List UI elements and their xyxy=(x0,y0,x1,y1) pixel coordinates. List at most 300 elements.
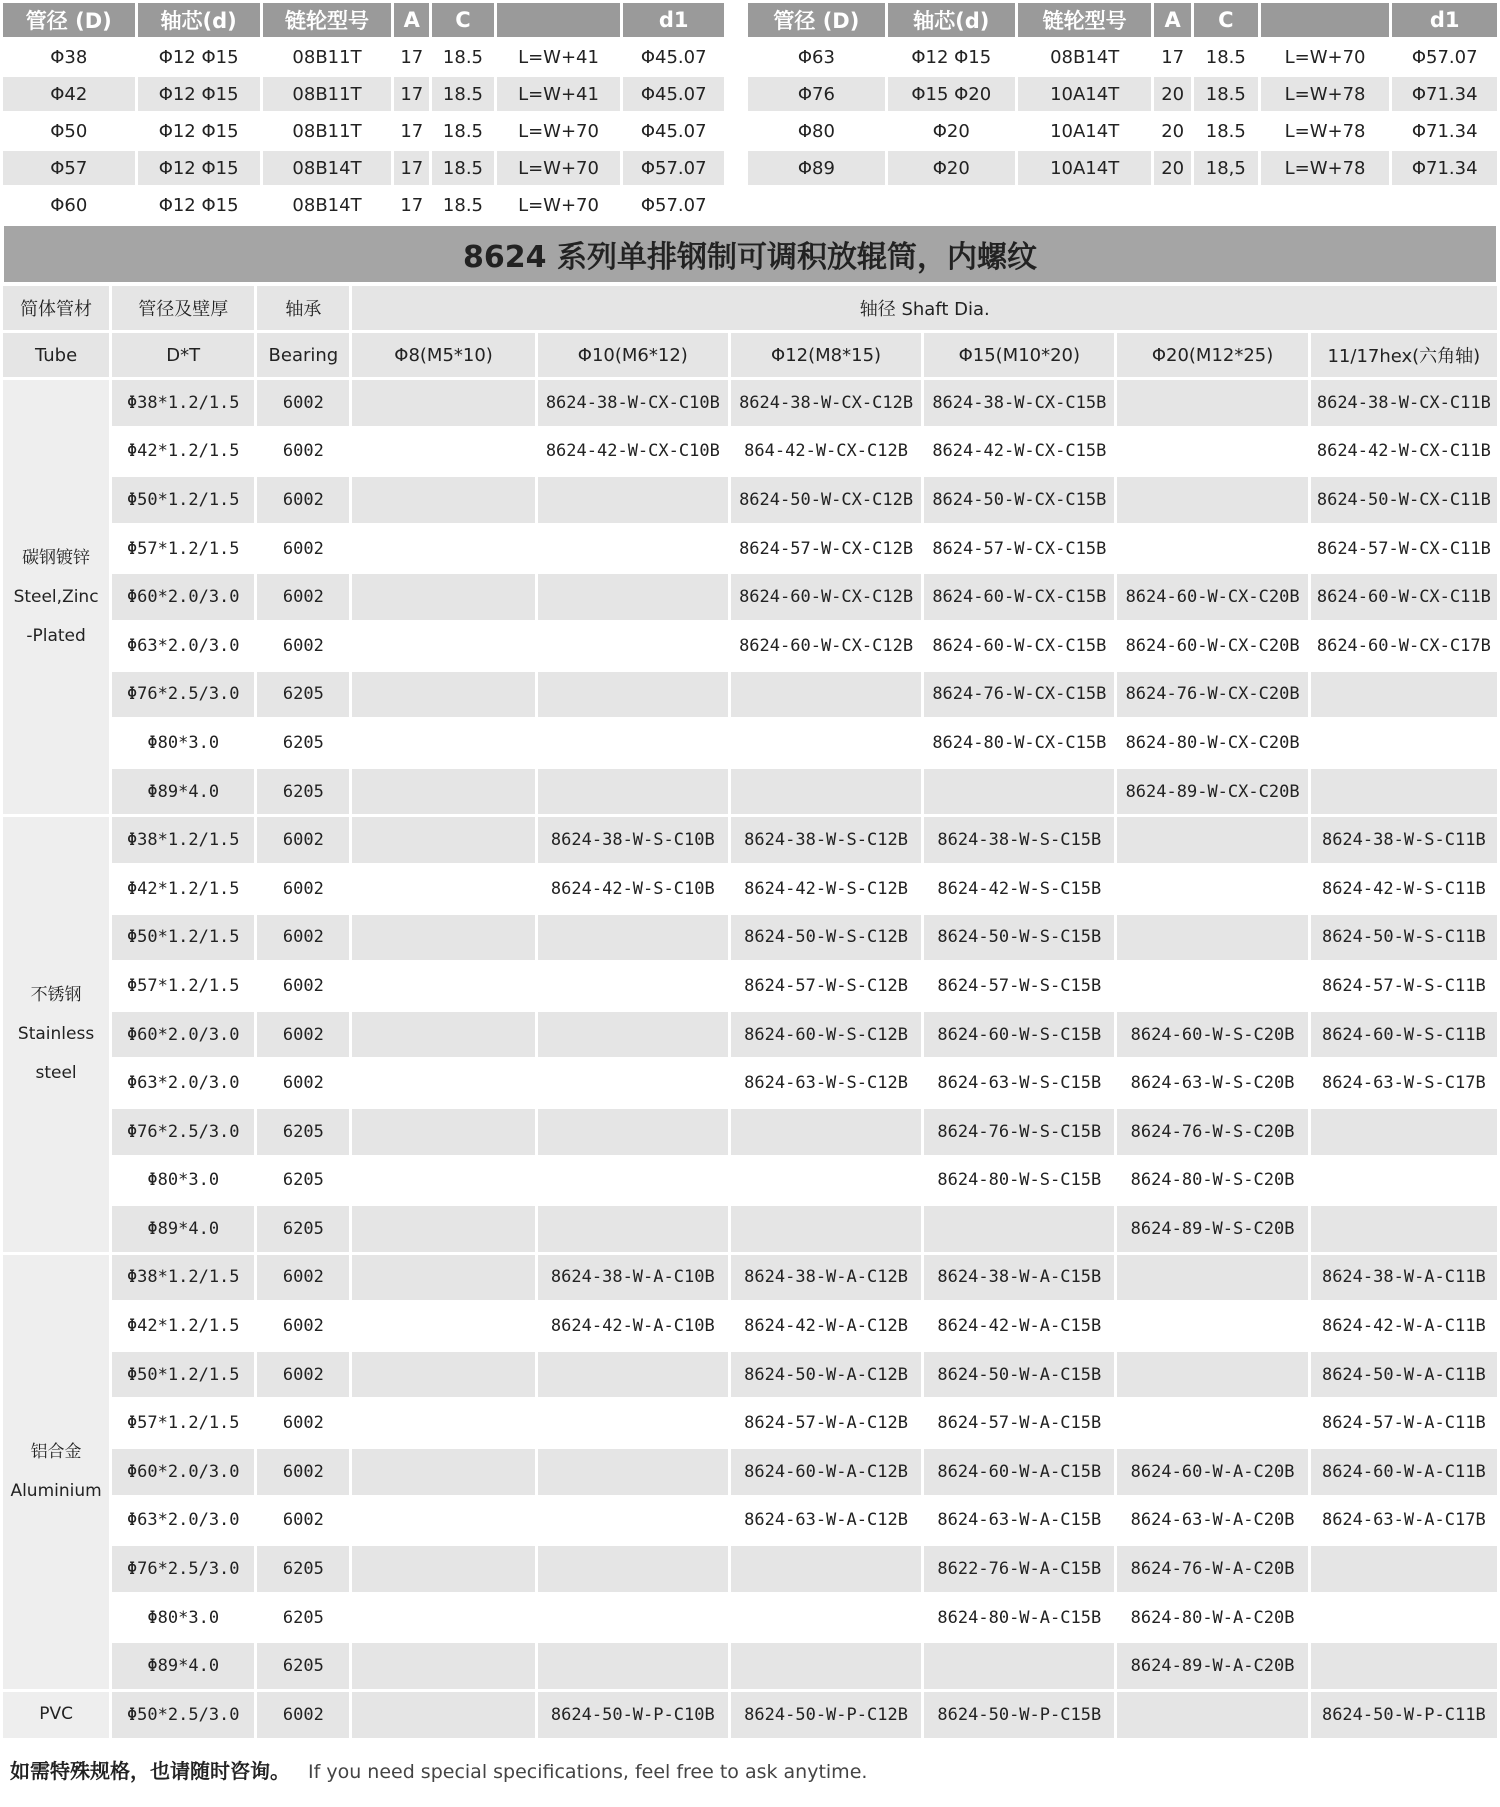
spec-cell: 17 xyxy=(394,114,429,148)
table-row xyxy=(3,1400,1497,1446)
spec-cell: 08B14T xyxy=(263,151,392,185)
model-cell: 6205 xyxy=(257,1206,349,1252)
model-cell: 864-42-W-CX-C12B xyxy=(731,429,921,475)
model-cell xyxy=(1117,1352,1307,1398)
spec-cell: Φ45.07 xyxy=(623,114,724,148)
model-cell: Φ50*1.2/1.5 xyxy=(112,915,254,961)
model-cell: 8624-38-W-CX-C11B xyxy=(1311,380,1497,426)
model-cell: 8624-60-W-CX-C15B xyxy=(924,574,1114,620)
model-cell: Φ63*2.0/3.0 xyxy=(112,1060,254,1106)
table-row xyxy=(3,623,1497,669)
model-cell: 6002 xyxy=(257,866,349,912)
spec-cell: Φ42 xyxy=(3,77,135,111)
model-cell xyxy=(352,623,534,669)
spec-cell: 10A14T xyxy=(1018,77,1152,111)
table-row xyxy=(3,429,1497,475)
model-cell: 6002 xyxy=(257,574,349,620)
model-cell: 8624-80-W-S-C15B xyxy=(924,1158,1114,1204)
spec-cell: Φ45.07 xyxy=(623,77,724,111)
spec-header-row xyxy=(3,3,724,37)
spec-cell: 18.5 xyxy=(432,77,493,111)
model-cell: Φ60*2.0/3.0 xyxy=(112,1449,254,1495)
model-cell xyxy=(352,1060,534,1106)
model-cell xyxy=(1311,1595,1497,1641)
model-cell xyxy=(731,1158,921,1204)
model-cell xyxy=(731,1206,921,1252)
spec-cell: Φ12 Φ15 xyxy=(138,40,260,74)
model-cell: 6002 xyxy=(257,1060,349,1106)
spec-header-cell xyxy=(1261,3,1390,37)
spec-cell: Φ12 Φ15 xyxy=(138,188,260,222)
model-cell xyxy=(352,1012,534,1058)
model-cell: 8624-42-W-A-C15B xyxy=(924,1303,1114,1349)
model-cell xyxy=(731,1109,921,1155)
model-cell xyxy=(1117,866,1307,912)
main-subheader-cell: Φ10(M6*12) xyxy=(538,333,728,377)
model-cell: 8624-60-W-CX-C20B xyxy=(1117,623,1307,669)
model-cell xyxy=(352,1449,534,1495)
model-cell: 6205 xyxy=(257,1546,349,1592)
model-cell xyxy=(1117,1303,1307,1349)
model-cell: 6002 xyxy=(257,526,349,572)
material-cell xyxy=(3,817,109,1251)
model-cell xyxy=(538,1206,728,1252)
model-cell: 8624-60-W-S-C12B xyxy=(731,1012,921,1058)
model-cell xyxy=(538,1352,728,1398)
model-cell: Φ38*1.2/1.5 xyxy=(112,817,254,863)
spec-cell: 08B11T xyxy=(263,114,392,148)
model-cell xyxy=(538,1643,728,1689)
model-cell: Φ89*4.0 xyxy=(112,1643,254,1689)
spec-row xyxy=(748,151,1497,185)
model-cell: 6002 xyxy=(257,963,349,1009)
model-cell: 8624-60-W-A-C12B xyxy=(731,1449,921,1495)
model-cell xyxy=(1117,429,1307,475)
series-title: 8624 系列单排钢制可调积放辊筒，内螺纹 xyxy=(4,226,1496,282)
spec-cell: Φ71.34 xyxy=(1392,114,1497,148)
spec-cell: L=W+41 xyxy=(497,40,621,74)
model-cell: 8622-76-W-A-C15B xyxy=(924,1546,1114,1592)
spec-cell: 17 xyxy=(394,151,429,185)
main-header-cell: 轴径 Shaft Dia. xyxy=(352,286,1497,330)
model-cell: Φ60*2.0/3.0 xyxy=(112,574,254,620)
model-cell xyxy=(352,1546,534,1592)
spec-cell: 18.5 xyxy=(1194,77,1258,111)
model-cell: 8624-42-W-S-C11B xyxy=(1311,866,1497,912)
model-cell: 8624-80-W-A-C15B xyxy=(924,1595,1114,1641)
model-cell xyxy=(352,1595,534,1641)
model-cell xyxy=(352,1206,534,1252)
spec-cell: Φ20 xyxy=(888,151,1015,185)
model-cell: 8624-50-W-CX-C15B xyxy=(924,477,1114,523)
table-row xyxy=(3,866,1497,912)
table-row xyxy=(3,526,1497,572)
material-cell xyxy=(3,380,109,814)
table-row xyxy=(3,769,1497,815)
model-cell: Φ38*1.2/1.5 xyxy=(112,380,254,426)
model-cell: 8624-57-W-A-C11B xyxy=(1311,1400,1497,1446)
spec-cell: Φ60 xyxy=(3,188,135,222)
footer-note xyxy=(10,1755,867,1784)
model-cell: 8624-42-W-A-C11B xyxy=(1311,1303,1497,1349)
spec-cell: Φ45.07 xyxy=(623,40,724,74)
model-cell xyxy=(538,1158,728,1204)
model-cell: 8624-42-W-CX-C10B xyxy=(538,429,728,475)
spec-cell: 10A14T xyxy=(1018,151,1152,185)
model-cell: Φ80*3.0 xyxy=(112,1595,254,1641)
model-cell: 8624-57-W-A-C15B xyxy=(924,1400,1114,1446)
model-cell: 8624-57-W-A-C12B xyxy=(731,1400,921,1446)
model-cell: 8624-50-W-CX-C11B xyxy=(1311,477,1497,523)
model-cell: 8624-50-W-P-C11B xyxy=(1311,1692,1497,1738)
spec-row xyxy=(748,40,1497,74)
model-cell: 6205 xyxy=(257,1158,349,1204)
model-cell: 8624-57-W-CX-C12B xyxy=(731,526,921,572)
model-cell xyxy=(538,1400,728,1446)
spec-cell: 08B11T xyxy=(263,77,392,111)
model-cell: 8624-38-W-CX-C15B xyxy=(924,380,1114,426)
table-row xyxy=(3,720,1497,766)
model-cell xyxy=(924,1643,1114,1689)
model-cell: 8624-80-W-CX-C15B xyxy=(924,720,1114,766)
model-cell xyxy=(352,1303,534,1349)
model-cell: 8624-60-W-CX-C15B xyxy=(924,623,1114,669)
spec-header-cell: C xyxy=(1194,3,1258,37)
material-label: 不锈钢 xyxy=(30,984,82,1005)
spec-cell: Φ71.34 xyxy=(1392,151,1497,185)
spec-cell: 18.5 xyxy=(432,151,493,185)
spec-cell: Φ57.07 xyxy=(623,151,724,185)
table-row xyxy=(3,817,1497,863)
model-cell: 8624-60-W-A-C20B xyxy=(1117,1449,1307,1495)
model-cell xyxy=(352,720,534,766)
model-cell: 8624-50-W-A-C15B xyxy=(924,1352,1114,1398)
model-cell: 8624-38-W-A-C10B xyxy=(538,1255,728,1301)
model-cell: 8624-89-W-A-C20B xyxy=(1117,1643,1307,1689)
model-cell xyxy=(1117,817,1307,863)
spec-cell: Φ57 xyxy=(3,151,135,185)
spec-cell: L=W+70 xyxy=(497,114,621,148)
material-label: 碳钢镀锌 xyxy=(22,547,91,568)
model-cell: 8624-57-W-CX-C11B xyxy=(1311,526,1497,572)
model-cell: 8624-57-W-S-C11B xyxy=(1311,963,1497,1009)
model-cell xyxy=(538,526,728,572)
model-cell: 8624-50-W-CX-C12B xyxy=(731,477,921,523)
model-cell: 8624-60-W-CX-C12B xyxy=(731,574,921,620)
model-cell xyxy=(352,574,534,620)
spec-cell: Φ15 Φ20 xyxy=(888,77,1015,111)
model-cell xyxy=(538,477,728,523)
model-cell: 8624-80-W-CX-C20B xyxy=(1117,720,1307,766)
table-row xyxy=(3,915,1497,961)
model-cell xyxy=(1311,769,1497,815)
spec-row xyxy=(3,40,724,74)
model-cell: Φ50*2.5/3.0 xyxy=(112,1692,254,1738)
model-cell: 8624-50-W-S-C15B xyxy=(924,915,1114,961)
model-cell xyxy=(538,1595,728,1641)
spec-cell: 17 xyxy=(394,188,429,222)
model-cell: 8624-38-W-A-C15B xyxy=(924,1255,1114,1301)
model-cell: Φ38*1.2/1.5 xyxy=(112,1255,254,1301)
model-cell xyxy=(1117,963,1307,1009)
model-cell xyxy=(731,720,921,766)
model-cell xyxy=(1117,1400,1307,1446)
model-cell: 8624-57-W-CX-C15B xyxy=(924,526,1114,572)
model-cell xyxy=(352,429,534,475)
model-cell: Φ76*2.5/3.0 xyxy=(112,1109,254,1155)
model-cell: 8624-38-W-S-C15B xyxy=(924,817,1114,863)
material-label: 铝合金 xyxy=(30,1441,82,1462)
spec-header-cell: 链轮型号 xyxy=(263,3,392,37)
model-cell: Φ57*1.2/1.5 xyxy=(112,526,254,572)
spec-header-cell: C xyxy=(432,3,493,37)
model-cell xyxy=(538,1546,728,1592)
main-subheader-cell: D*T xyxy=(112,333,254,377)
model-cell xyxy=(352,1255,534,1301)
table-row xyxy=(3,1643,1497,1689)
model-cell: Φ57*1.2/1.5 xyxy=(112,963,254,1009)
model-cell xyxy=(352,1109,534,1155)
table-row xyxy=(3,1352,1497,1398)
spec-cell: Φ57.07 xyxy=(623,188,724,222)
model-cell: 8624-60-W-A-C15B xyxy=(924,1449,1114,1495)
model-cell xyxy=(538,1449,728,1495)
spec-header-cell xyxy=(497,3,621,37)
main-header-cell: 简体管材 xyxy=(3,286,109,330)
model-cell: 8624-60-W-CX-C17B xyxy=(1311,623,1497,669)
spec-cell: L=W+78 xyxy=(1261,114,1390,148)
spec-cell: 18.5 xyxy=(1194,114,1258,148)
table-row xyxy=(3,1595,1497,1641)
main-subheader-cell: Φ12(M8*15) xyxy=(731,333,921,377)
model-cell: 8624-42-W-S-C12B xyxy=(731,866,921,912)
model-cell: 6002 xyxy=(257,1400,349,1446)
spec-cell: Φ12 Φ15 xyxy=(138,114,260,148)
model-cell xyxy=(352,526,534,572)
spec-header-cell: A xyxy=(394,3,429,37)
model-cell: 6002 xyxy=(257,1692,349,1738)
spec-row xyxy=(3,77,724,111)
spec-header-cell: d1 xyxy=(1392,3,1497,37)
sprocket-spec-section xyxy=(0,0,1500,224)
spec-cell: L=W+78 xyxy=(1261,151,1390,185)
spec-row xyxy=(3,114,724,148)
model-cell: 6002 xyxy=(257,429,349,475)
main-subheader-cell: Φ8(M5*10) xyxy=(352,333,534,377)
spec-cell: Φ89 xyxy=(748,151,885,185)
table-row xyxy=(3,1060,1497,1106)
model-cell: 6002 xyxy=(257,1352,349,1398)
material-cell xyxy=(3,1255,109,1689)
model-cell xyxy=(1117,380,1307,426)
roller-model-table xyxy=(0,283,1500,1741)
model-cell xyxy=(1117,477,1307,523)
model-cell xyxy=(1311,1206,1497,1252)
model-cell: Φ63*2.0/3.0 xyxy=(112,623,254,669)
model-cell: 8624-38-W-CX-C10B xyxy=(538,380,728,426)
spec-cell: 20 xyxy=(1154,151,1190,185)
model-cell: 8624-50-W-P-C15B xyxy=(924,1692,1114,1738)
table-row xyxy=(3,1449,1497,1495)
model-cell xyxy=(731,672,921,718)
model-cell xyxy=(538,623,728,669)
sprocket-spec-table-right xyxy=(745,0,1500,188)
main-subheader-row xyxy=(3,333,1497,377)
model-cell xyxy=(1311,1109,1497,1155)
spec-cell: Φ20 xyxy=(888,114,1015,148)
table-row xyxy=(3,477,1497,523)
model-cell: 6002 xyxy=(257,1012,349,1058)
spec-header-cell: 管径 (D) xyxy=(748,3,885,37)
spec-cell: Φ76 xyxy=(748,77,885,111)
spec-cell: 08B11T xyxy=(263,40,392,74)
table-row xyxy=(3,1498,1497,1544)
model-cell xyxy=(538,1498,728,1544)
model-cell: 6002 xyxy=(257,817,349,863)
model-cell: Φ89*4.0 xyxy=(112,1206,254,1252)
model-cell: 8624-42-W-A-C12B xyxy=(731,1303,921,1349)
model-cell: 6205 xyxy=(257,1595,349,1641)
model-cell: 6002 xyxy=(257,1303,349,1349)
spec-header-row xyxy=(748,3,1497,37)
spec-cell: L=W+70 xyxy=(497,151,621,185)
model-cell xyxy=(538,1109,728,1155)
spec-row xyxy=(748,77,1497,111)
model-cell: 8624-57-W-S-C15B xyxy=(924,963,1114,1009)
spec-row xyxy=(748,114,1497,148)
material-label: PVC xyxy=(39,1704,73,1725)
model-cell: 8624-89-W-S-C20B xyxy=(1117,1206,1307,1252)
model-cell: 6205 xyxy=(257,1643,349,1689)
model-cell xyxy=(538,720,728,766)
table-row xyxy=(3,1158,1497,1204)
table-row xyxy=(3,672,1497,718)
material-label: Aluminium xyxy=(10,1480,102,1501)
model-cell xyxy=(352,769,534,815)
spec-cell: L=W+70 xyxy=(1261,40,1390,74)
model-cell: 8624-60-W-S-C15B xyxy=(924,1012,1114,1058)
model-cell: 6205 xyxy=(257,672,349,718)
model-cell xyxy=(924,769,1114,815)
model-cell: 8624-38-W-S-C10B xyxy=(538,817,728,863)
footer-note-cn: 如需特殊规格，也请随时咨询。 xyxy=(10,1759,290,1783)
table-row xyxy=(3,1109,1497,1155)
model-cell: 8624-42-W-CX-C11B xyxy=(1311,429,1497,475)
spec-cell: 08B14T xyxy=(263,188,392,222)
spec-cell: 08B14T xyxy=(1018,40,1152,74)
table-row xyxy=(3,1692,1497,1738)
model-cell: Φ42*1.2/1.5 xyxy=(112,429,254,475)
model-cell xyxy=(1311,1546,1497,1592)
spec-cell: 18.5 xyxy=(432,40,493,74)
table-row xyxy=(3,380,1497,426)
model-cell: 8624-42-W-S-C15B xyxy=(924,866,1114,912)
model-cell xyxy=(1117,526,1307,572)
main-subheader-cell: Tube xyxy=(3,333,109,377)
main-subheader-cell: Φ20(M12*25) xyxy=(1117,333,1307,377)
model-cell: 6002 xyxy=(257,1255,349,1301)
model-cell xyxy=(352,1352,534,1398)
model-cell: 8624-38-W-A-C11B xyxy=(1311,1255,1497,1301)
spec-header-cell: 链轮型号 xyxy=(1018,3,1152,37)
model-cell: 8624-50-W-A-C12B xyxy=(731,1352,921,1398)
table-row xyxy=(3,1206,1497,1252)
table-row xyxy=(3,1012,1497,1058)
model-cell xyxy=(731,1643,921,1689)
model-cell: 6002 xyxy=(257,380,349,426)
model-cell: 8624-60-W-CX-C11B xyxy=(1311,574,1497,620)
model-cell xyxy=(352,380,534,426)
model-cell: Φ76*2.5/3.0 xyxy=(112,1546,254,1592)
model-cell: Φ76*2.5/3.0 xyxy=(112,672,254,718)
table-row xyxy=(3,963,1497,1009)
model-cell xyxy=(538,963,728,1009)
model-cell xyxy=(352,866,534,912)
spec-cell: 10A14T xyxy=(1018,114,1152,148)
spec-cell: Φ63 xyxy=(748,40,885,74)
spec-row xyxy=(3,151,724,185)
main-subheader-cell: Bearing xyxy=(257,333,349,377)
material-label: Stainless xyxy=(17,1023,95,1044)
spec-header-cell: A xyxy=(1154,3,1190,37)
model-cell: Φ89*4.0 xyxy=(112,769,254,815)
footer-note-en: If you need special specifications, feel free to ask anytime. xyxy=(308,1761,868,1783)
model-cell: 8624-76-W-S-C15B xyxy=(924,1109,1114,1155)
model-cell: 8624-50-W-P-C12B xyxy=(731,1692,921,1738)
material-label: -Plated xyxy=(26,625,86,646)
spec-cell: 17 xyxy=(394,40,429,74)
model-cell: 8624-76-W-S-C20B xyxy=(1117,1109,1307,1155)
model-cell: 8624-60-W-CX-C12B xyxy=(731,623,921,669)
model-cell: 8624-38-W-A-C12B xyxy=(731,1255,921,1301)
model-cell: 8624-63-W-S-C20B xyxy=(1117,1060,1307,1106)
spec-cell: Φ12 Φ15 xyxy=(138,151,260,185)
model-cell xyxy=(731,769,921,815)
model-cell xyxy=(731,1546,921,1592)
material-cell xyxy=(3,1692,109,1738)
spec-header-cell: 轴芯(d) xyxy=(888,3,1015,37)
model-cell: 8624-60-W-S-C20B xyxy=(1117,1012,1307,1058)
model-cell: 8624-42-W-CX-C15B xyxy=(924,429,1114,475)
model-cell: 8624-76-W-A-C20B xyxy=(1117,1546,1307,1592)
model-cell: Φ57*1.2/1.5 xyxy=(112,1400,254,1446)
spec-cell: Φ38 xyxy=(3,40,135,74)
spec-row xyxy=(3,188,724,222)
model-cell xyxy=(352,477,534,523)
model-cell: 8624-50-W-S-C12B xyxy=(731,915,921,961)
spec-header-cell: 管径 (D) xyxy=(3,3,135,37)
spec-cell: 18.5 xyxy=(432,188,493,222)
spec-cell: Φ71.34 xyxy=(1392,77,1497,111)
model-cell: 8624-57-W-S-C12B xyxy=(731,963,921,1009)
spec-cell: Φ12 Φ15 xyxy=(888,40,1015,74)
table-row xyxy=(3,1303,1497,1349)
model-cell: 8624-63-W-A-C17B xyxy=(1311,1498,1497,1544)
spec-cell: 18,5 xyxy=(1194,151,1258,185)
model-cell: Φ60*2.0/3.0 xyxy=(112,1012,254,1058)
spec-cell: Φ50 xyxy=(3,114,135,148)
spec-cell: 18.5 xyxy=(1194,40,1258,74)
model-cell xyxy=(352,1643,534,1689)
model-cell: 8624-42-W-A-C10B xyxy=(538,1303,728,1349)
model-cell: 8624-63-W-S-C17B xyxy=(1311,1060,1497,1106)
material-label: Steel,Zinc xyxy=(13,586,99,607)
model-cell xyxy=(538,1012,728,1058)
spec-header-cell: d1 xyxy=(623,3,724,37)
spec-cell: 20 xyxy=(1154,114,1190,148)
table-row xyxy=(3,1546,1497,1592)
main-header-cell: 管径及壁厚 xyxy=(112,286,254,330)
